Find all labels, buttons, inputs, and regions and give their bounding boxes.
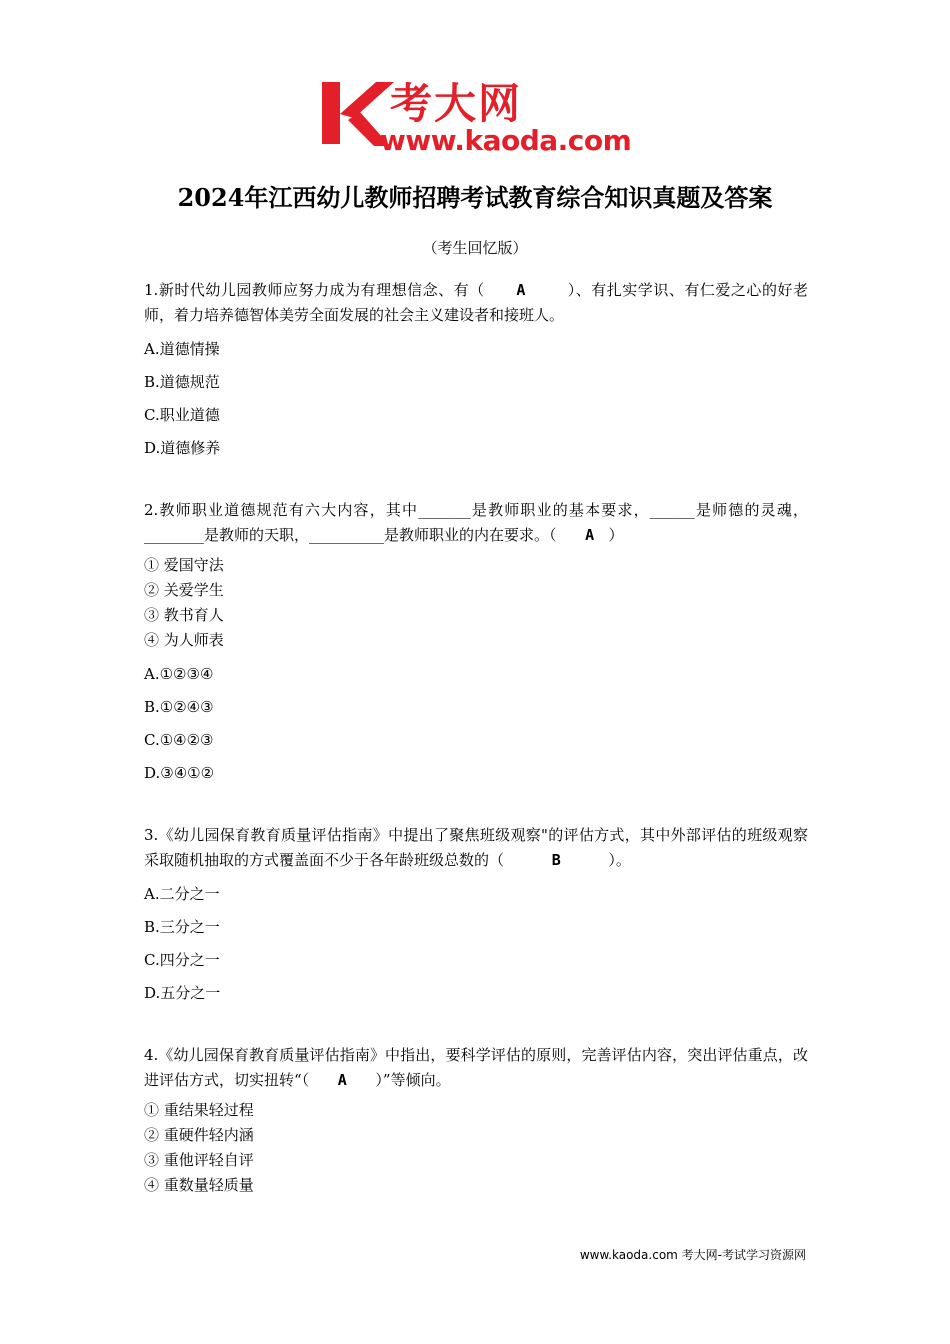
question-2-stem-part-a: 2.教师职业道德规范有六大内容，其中_______是教师职业的基本要求，______是师德的灵魂，________是教师的天职，__________是教师职业的内在要求。（ bbox=[144, 501, 808, 544]
page-footer: www.kaoda.com 考大网-考试学习资源网 bbox=[579, 1248, 806, 1262]
question-4 bbox=[144, 1043, 808, 1198]
question-3 bbox=[144, 823, 808, 1010]
question-list bbox=[144, 278, 808, 1198]
question-4-stem-part-a: 4.《幼儿园保育教育质量评估指南》中指出，要科学评估的原则，完善评估内容，突出评估重点，改进评估方式，切实扭转“（ bbox=[144, 1046, 808, 1089]
question-1-answer: A bbox=[516, 281, 526, 299]
question-2-answer: A bbox=[585, 526, 595, 544]
question-2 bbox=[144, 498, 808, 790]
question-4-stem-part-b: ）”等倾向。 bbox=[375, 1071, 451, 1089]
question-4-item-3: ③ 重他评轻自评 bbox=[144, 1151, 254, 1169]
question-3-option-a: A.二分之一 bbox=[144, 885, 220, 903]
question-1 bbox=[144, 278, 808, 465]
document-title: 2024年江西幼儿教师招聘考试教育综合知识真题及答案 bbox=[177, 183, 773, 212]
question-3-option-d: D.五分之一 bbox=[144, 984, 221, 1002]
question-4-item-2: ② 重硬件轻内涵 bbox=[144, 1126, 254, 1144]
question-1-option-a: A.道德情操 bbox=[144, 340, 220, 358]
question-1-option-c: C.职业道德 bbox=[144, 406, 220, 424]
question-1-stem-part-a: 1.新时代幼儿园教师应努力成为有理想信念、有（ bbox=[144, 281, 485, 299]
question-1-option-d: D.道德修养 bbox=[144, 439, 221, 457]
question-3-stem-part-a: 3.《幼儿园保育教育质量评估指南》中提出了聚焦班级观察"的评估方式，其中外部评估的班级观察采取随机抽取的方式覆盖面不少于各年龄班级总数的（ bbox=[144, 826, 808, 869]
question-2-item-3: ③ 教书育人 bbox=[144, 606, 224, 624]
question-3-answer: B bbox=[551, 851, 561, 869]
question-1-option-b: B.道德规范 bbox=[144, 373, 220, 391]
question-4-item-1: ① 重结果轻过程 bbox=[144, 1101, 254, 1119]
question-3-option-b: B.三分之一 bbox=[144, 918, 220, 936]
question-4-item-4: ④ 重数量轻质量 bbox=[144, 1176, 254, 1194]
document-subtitle: （考生回忆版） bbox=[422, 239, 528, 257]
question-3-stem bbox=[144, 823, 808, 873]
question-2-stem-part-b: ） bbox=[608, 526, 624, 544]
question-4-stem bbox=[144, 1043, 808, 1093]
question-2-stem bbox=[144, 498, 808, 548]
kaoda-logo bbox=[318, 78, 638, 160]
question-2-item-4: ④ 为人师表 bbox=[144, 631, 224, 649]
question-2-option-b: B.①②④③ bbox=[144, 698, 214, 716]
question-1-stem-part-b: ）、有扎实学识、有仁爱之心的好老师，着力培养德智体美劳全面发展的社会主义建设者和接班人。 bbox=[144, 281, 808, 324]
question-2-option-d: D.③④①② bbox=[144, 764, 215, 782]
question-2-option-a: A.①②③④ bbox=[144, 665, 214, 683]
question-2-item-2: ② 关爱学生 bbox=[144, 581, 224, 599]
question-3-option-c: C.四分之一 bbox=[144, 951, 220, 969]
question-4-answer: A bbox=[337, 1071, 347, 1089]
question-2-option-c: C.①④②③ bbox=[144, 731, 214, 749]
question-2-item-1: ① 爱国守法 bbox=[144, 556, 224, 574]
question-1-stem bbox=[144, 278, 808, 328]
question-3-stem-part-b: ）。 bbox=[608, 851, 631, 869]
logo-url-text: www.kaoda.com bbox=[380, 124, 632, 157]
logo-chinese-text: 考大网 bbox=[390, 79, 523, 128]
